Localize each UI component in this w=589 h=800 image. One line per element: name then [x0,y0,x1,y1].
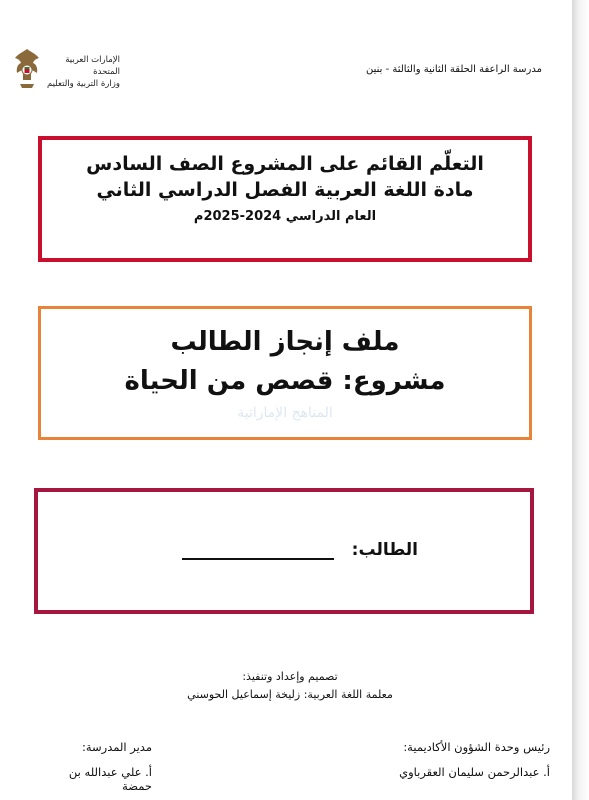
portfolio-title: ملف إنجاز الطالب [170,327,400,357]
school-name: مدرسة الراعفة الحلقة الثانية والثالثة - بنين [365,64,542,75]
student-label: الطالب: [351,540,418,560]
academic-year: العام الدراسي 2024-2025م [193,209,377,224]
ministry-line-1: الإمارات العربية المتحدة [65,55,120,77]
project-title: مشروع: قصص من الحياة [124,366,446,396]
academic-head-title: رئيس وحدة الشؤون الأكاديمية: [403,740,550,754]
ministry-line-2: وزارة التربية والتعليم [47,79,120,89]
title-box [38,136,532,262]
ministry-name [46,54,120,90]
watermark: المناهج الإماراتية [237,405,333,421]
student-box [34,488,534,614]
student-name-line [182,558,334,560]
academic-head-name: أ. عبدالرحمن سليمان العقرباوي [399,765,550,779]
credits-heading: تصميم وإعداد وتنفيذ: [242,670,338,683]
credits-teacher: معلمة اللغة العربية: زليخة إسماعيل الحوسني [187,688,393,701]
principal-name: أ. علي عبدالله بن حمضة [68,765,152,793]
title-line-1: التعلّم القائم على المشروع الصف السادس [86,153,484,175]
page-edge-shadow [572,0,589,800]
portfolio-box [38,306,532,440]
title-line-2: مادة اللغة العربية الفصل الدراسي الثاني [96,179,474,201]
uae-emblem-icon [12,46,42,90]
ministry-logo [10,46,120,92]
principal-title: مدير المدرسة: [81,740,152,754]
